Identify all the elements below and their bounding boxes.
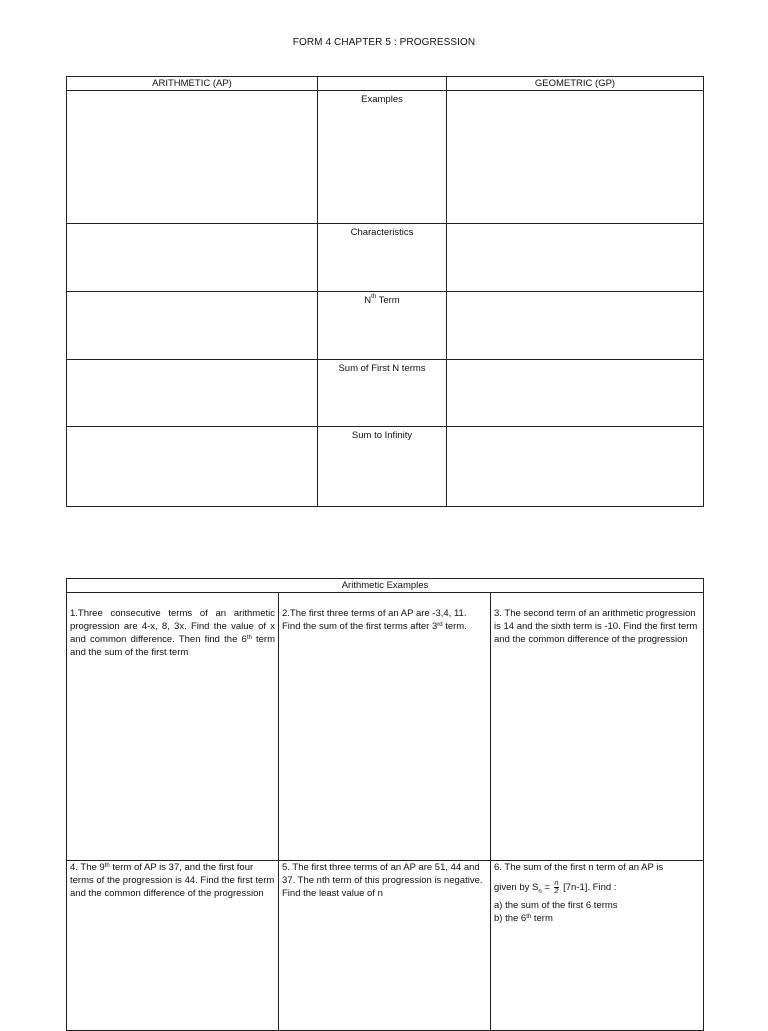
examples-caption: Arithmetic Examples <box>67 579 704 593</box>
gp-characteristics-cell[interactable] <box>447 224 704 292</box>
gp-nth-term-cell[interactable] <box>447 292 704 360</box>
gp-sum-infinity-cell[interactable] <box>447 427 704 507</box>
row-label-characteristics: Characteristics <box>318 224 447 292</box>
row-label-sum-infinity: Sum to Infinity <box>318 427 447 507</box>
gp-examples-cell[interactable] <box>447 91 704 224</box>
ap-characteristics-cell[interactable] <box>67 224 318 292</box>
question-5[interactable]: 5. The first three terms of an AP are 51, 44 and 37. The nth term of this progression is negative. Find the least value of n <box>279 861 491 1031</box>
question-1[interactable]: 1.Three consecutive terms of an arithmetic progression are 4-x, 8, 3x. Find the value of x and common difference. Then find the 6th term and the sum of the first term <box>67 593 279 861</box>
question-4[interactable]: 4. The 9th term of AP is 37, and the first four terms of the progression is 44. Find the first term and the common difference of the progression <box>67 861 279 1031</box>
gp-sum-n-cell[interactable] <box>447 360 704 427</box>
ap-nth-term-cell[interactable] <box>67 292 318 360</box>
row-label-sum-n: Sum of First N terms <box>318 360 447 427</box>
header-arithmetic: ARITHMETIC (AP) <box>67 77 318 91</box>
ap-examples-cell[interactable] <box>67 91 318 224</box>
arithmetic-examples-table <box>66 578 704 1031</box>
ap-sum-n-cell[interactable] <box>67 360 318 427</box>
ap-sum-infinity-cell[interactable] <box>67 427 318 507</box>
header-blank <box>318 77 447 91</box>
row-label-nth-term: $N^{th}$ Term <box>318 292 447 360</box>
comparison-table <box>66 76 704 507</box>
fraction-n-over-2: $\frac{n}{2}$ <box>554 880 559 895</box>
question-3[interactable]: 3. The second term of an arithmetic progression is 14 and the sixth term is -10. Find the first term and the common difference of the progression <box>491 593 704 861</box>
row-label-examples: Examples <box>318 91 447 224</box>
question-2[interactable]: 2.The first three terms of an AP are -3,4, 11. Find the sum of the first terms after 3rd term. <box>279 593 491 861</box>
page-title: FORM 4 CHAPTER 5 : PROGRESSION <box>292 37 476 48</box>
header-geometric: GEOMETRIC (GP) <box>447 77 704 91</box>
question-6[interactable]: 6. The sum of the first n term of an AP is given by $S_n$ = $\frac{n}{2}$ [7n-1]. Find : a) the sum of the first 6 terms b) the 6th term <box>491 861 704 1031</box>
